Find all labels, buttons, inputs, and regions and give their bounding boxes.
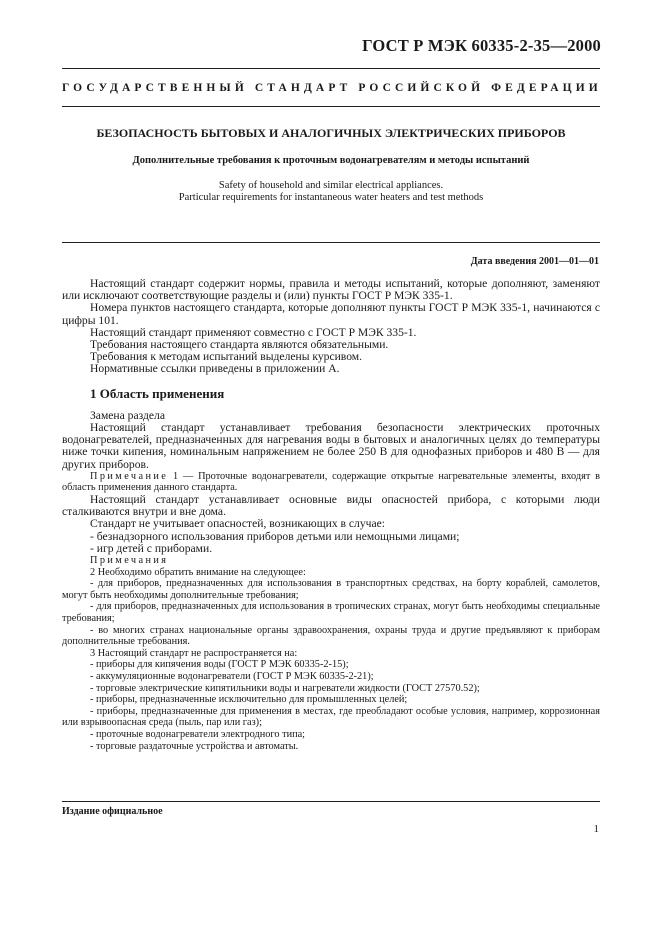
scope-paragraph: Настоящий стандарт устанавливает требования безопасности электрических проточных водонагревателей, предназначенных для нагревания воды в бытовых и аналогичных целях до температуры ниже точки кипения, номинальным напряжением не более 250 В для однофазных приборов и 480 В — для других приборов. xyxy=(62,421,600,471)
note-3-item: - аккумуляционные водонагреватели (ГОСТ Р МЭК 60335-2-21); xyxy=(90,670,374,682)
standard-code: ГОСТ Р МЭК 60335-2-35—2000 xyxy=(362,36,601,55)
header-rule-top xyxy=(62,68,600,69)
page-number: 1 xyxy=(593,823,599,835)
intro-paragraph: Требования настоящего стандарта являются обязательными. xyxy=(90,338,389,352)
english-title xyxy=(62,180,600,204)
official-edition-label: Издание официальное xyxy=(62,806,163,817)
english-title-line1: Safety of household and similar electrical appliances. xyxy=(218,180,444,191)
header-rule-bottom xyxy=(62,106,600,107)
title-rule xyxy=(62,242,600,243)
document-title: БЕЗОПАСНОСТЬ БЫТОВЫХ И АНАЛОГИЧНЫХ ЭЛЕКТРИЧЕСКИХ ПРИБОРОВ xyxy=(96,126,566,140)
note-3-intro: 3 Настоящий стандарт не распространяется на: xyxy=(90,647,298,659)
section-heading: 1 Область применения xyxy=(90,385,225,401)
intro-paragraph: Нормативные ссылки приведены в приложении А. xyxy=(90,362,340,376)
intro-date: Дата введения 2001—01—01 xyxy=(470,256,599,267)
state-standard-heading: ГОСУДАРСТВЕННЫЙ СТАНДАРТ РОССИЙСКОЙ ФЕДЕРАЦИИ xyxy=(62,82,602,94)
note-3-item: - торговые раздаточные устройства и автоматы. xyxy=(90,740,299,752)
document-body xyxy=(62,278,600,752)
note-3-item: - приборы, предназначенные для применения в местах, где преобладают особые условия, например, коррозионная или взрывоопасная среда (пыль, пар или газ); xyxy=(62,705,600,729)
hazards-paragraph: Настоящий стандарт устанавливает основные виды опасностей прибора, с которыми люди сталкиваются внутри и вне дома. xyxy=(62,493,600,519)
not-considered-paragraph: Стандарт не учитывает опасностей, возникающих в случае: xyxy=(90,517,385,531)
document-subtitle: Дополнительные требования к проточным водонагревателям и методы испытаний xyxy=(132,155,530,166)
intro-paragraph: Номера пунктов настоящего стандарта, которые дополняют пункты ГОСТ Р МЭК 335-1, начинаются с цифры 101. xyxy=(62,301,600,327)
intro-paragraph: Требования к методам испытаний выделены курсивом. xyxy=(90,350,363,364)
replace-note: Замена раздела xyxy=(90,408,165,422)
note-2-item: - во многих странах национальные органы здравоохранения, охраны труда и другие предъявляют к приборам дополнительные требования. xyxy=(62,624,600,648)
note-1 xyxy=(62,471,600,494)
note-2-item: - для приборов, предназначенных для использования в транспортных средствах, на борту кораблей, самолетов, могут быть необходимы дополнительные требования; xyxy=(62,578,600,601)
note-3-item: - приборы для кипячения воды (ГОСТ Р МЭК 60335-2-15); xyxy=(90,659,349,671)
note-3-item: - приборы, предназначенные исключительно для промышленных целей; xyxy=(90,694,408,706)
case-item: - безнадзорного использования приборов детьми или немощными лицами; xyxy=(90,529,460,543)
note-1-label: Примечание xyxy=(90,470,169,482)
note-3-item: - проточные водонагреватели электродного типа; xyxy=(90,728,306,740)
intro-paragraph: Настоящий стандарт применяют совместно с ГОСТ Р МЭК 335-1. xyxy=(90,325,417,339)
notes-label: Примечания xyxy=(90,555,169,567)
note-2-item: - для приборов, предназначенных для использования в тропических странах, могут быть необходимы специальные требования; xyxy=(62,601,600,625)
case-item: - игр детей с приборами. xyxy=(90,541,213,555)
footer-rule xyxy=(62,801,600,802)
note-1-text: 1 — Проточные водонагреватели, содержащие открытые нагревательные элементы, входят в область применения данного стандарта. xyxy=(62,470,600,494)
note-2-intro: 2 Необходимо обратить внимание на следующее: xyxy=(90,566,306,578)
note-3-item: - торговые электрические кипятильники воды и нагреватели жидкости (ГОСТ 27570.52); xyxy=(90,682,480,694)
intro-paragraph: Настоящий стандарт содержит нормы, правила и методы испытаний, которые дополняют, заменяют или исключают соответствующие разделы и (или) пункты ГОСТ Р МЭК 335-1. xyxy=(62,277,600,303)
english-title-line2: Particular requirements for instantaneous water heaters and test methods xyxy=(178,192,484,203)
